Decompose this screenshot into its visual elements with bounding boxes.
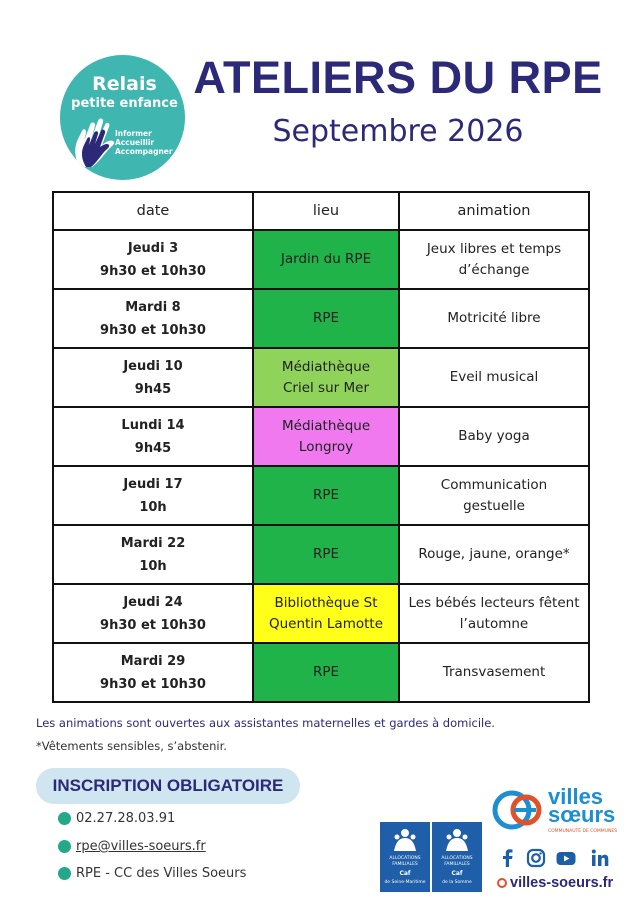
contact-phone xyxy=(58,811,175,826)
time-label: 10h xyxy=(139,558,167,574)
facebook-icon[interactable] xyxy=(498,848,518,868)
date-cell xyxy=(53,407,253,466)
table-row xyxy=(53,289,589,348)
animation-cell: Communication gestuelle xyxy=(399,466,589,525)
table-row xyxy=(53,407,589,466)
phone-icon xyxy=(58,812,71,825)
lieu-cell: RPE xyxy=(253,525,399,584)
time-label: 9h30 et 10h30 xyxy=(100,676,206,692)
inscription-banner: INSCRIPTION OBLIGATOIRE xyxy=(36,768,300,804)
caf-label: ALLOCATIONS FAMILIALES xyxy=(389,856,421,867)
logo-tagline: Accueillir xyxy=(115,138,155,147)
phone-number: 02.27.28.03.91 xyxy=(76,811,176,826)
day-label: Jeudi 24 xyxy=(123,594,183,610)
schedule-table xyxy=(52,191,590,703)
table-row xyxy=(53,643,589,702)
time-label: 9h45 xyxy=(134,381,172,397)
time-label: 9h45 xyxy=(134,440,172,456)
organization-name: RPE - CC des Villes Soeurs xyxy=(76,866,247,881)
brand-name-line2: sœurs xyxy=(548,802,616,827)
animation-cell: Rouge, jaune, orange* xyxy=(399,525,589,584)
time-label: 9h30 et 10h30 xyxy=(100,322,206,338)
brand-name xyxy=(548,784,616,827)
caf-label: de Seine-Maritime xyxy=(384,880,426,885)
animation-cell: Transvasement xyxy=(399,643,589,702)
table-header-row xyxy=(53,192,589,230)
date-cell xyxy=(53,348,253,407)
rpe-logo xyxy=(60,55,185,180)
caf-somme-logo xyxy=(432,822,482,892)
column-header-lieu: lieu xyxy=(253,192,399,230)
animation-cell: Eveil musical xyxy=(399,348,589,407)
date-cell xyxy=(53,230,253,289)
logo-name-line2: petite enfance xyxy=(71,96,178,111)
page-subtitle: Septembre 2026 xyxy=(272,114,524,149)
day-label: Jeudi 10 xyxy=(123,358,183,374)
villes-soeurs-logo-icon xyxy=(492,786,546,834)
clothing-note: *Vêtements sensibles, s’abstenir. xyxy=(36,739,227,753)
day-label: Jeudi 17 xyxy=(123,476,183,492)
website-url[interactable]: villes-soeurs.fr xyxy=(510,875,614,891)
table-row xyxy=(53,230,589,289)
youtube-icon[interactable] xyxy=(556,848,576,868)
date-cell xyxy=(53,289,253,348)
caf-label: de la Somme xyxy=(442,880,472,885)
time-label: 10h xyxy=(139,499,167,515)
day-label: Jeudi 3 xyxy=(127,240,179,256)
table-row xyxy=(53,348,589,407)
lieu-cell: Médiathèque Criel sur Mer xyxy=(253,348,399,407)
time-label: 9h30 et 10h30 xyxy=(100,263,206,279)
date-cell xyxy=(53,584,253,643)
website-bullet-icon xyxy=(497,878,507,888)
lieu-cell: Médiathèque Longroy xyxy=(253,407,399,466)
family-icon xyxy=(390,827,420,853)
contact-organization xyxy=(58,866,246,881)
contact-email[interactable] xyxy=(58,839,206,854)
logo-tagline: Accompagner xyxy=(115,147,173,156)
animation-cell: Les bébés lecteurs fêtent l’automne xyxy=(399,584,589,643)
lieu-cell: Jardin du RPE xyxy=(253,230,399,289)
lieu-cell: RPE xyxy=(253,289,399,348)
caf-label: Caf xyxy=(451,870,463,877)
brand-tagline: COMMUNAUTÉ DE COMMUNES xyxy=(548,829,618,834)
page-title: ATELIERS DU RPE xyxy=(193,52,603,103)
column-header-animation: animation xyxy=(399,192,589,230)
instagram-icon[interactable] xyxy=(526,848,546,868)
lieu-cell: RPE xyxy=(253,466,399,525)
date-cell xyxy=(53,643,253,702)
hand-icon xyxy=(72,117,118,169)
animation-cell: Baby yoga xyxy=(399,407,589,466)
date-cell xyxy=(53,525,253,584)
location-icon xyxy=(58,867,71,880)
column-header-date: date xyxy=(53,192,253,230)
table-row xyxy=(53,525,589,584)
table-row xyxy=(53,466,589,525)
date-cell xyxy=(53,466,253,525)
eligibility-note: Les animations sont ouvertes aux assistantes maternelles et gardes à domicile. xyxy=(36,716,495,730)
table-row xyxy=(53,584,589,643)
caf-label: Caf xyxy=(399,870,411,877)
logo-tagline: Informer xyxy=(115,129,152,138)
family-icon xyxy=(442,827,472,853)
lieu-cell: Bibliothèque St Quentin Lamotte xyxy=(253,584,399,643)
website-link[interactable] xyxy=(497,875,613,891)
linkedin-icon[interactable] xyxy=(590,848,610,868)
animation-cell: Jeux libres et temps d’échange xyxy=(399,230,589,289)
caf-label: ALLOCATIONS FAMILIALES xyxy=(441,856,473,867)
email-link[interactable]: rpe@villes-soeurs.fr xyxy=(76,839,206,854)
brand-name-line1: villes xyxy=(548,784,604,809)
lieu-cell: RPE xyxy=(253,643,399,702)
mail-icon xyxy=(58,840,71,853)
animation-cell: Motricité libre xyxy=(399,289,589,348)
time-label: 9h30 et 10h30 xyxy=(100,617,206,633)
day-label: Mardi 29 xyxy=(120,653,186,669)
logo-name-line1: Relais xyxy=(92,73,157,95)
day-label: Mardi 22 xyxy=(120,535,186,551)
caf-seine-maritime-logo xyxy=(380,822,430,892)
day-label: Lundi 14 xyxy=(121,417,185,433)
day-label: Mardi 8 xyxy=(125,299,181,315)
